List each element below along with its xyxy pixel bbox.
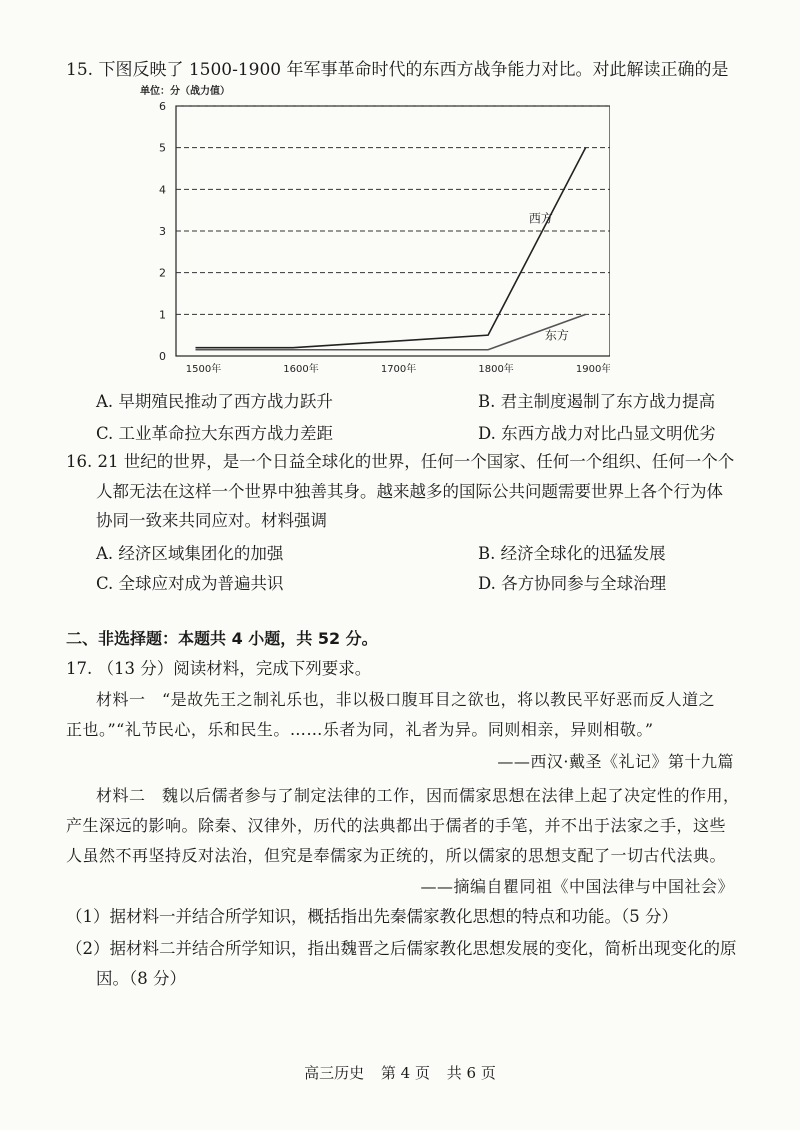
q17-material1-source: ——西汉·戴圣《礼记》第十九篇	[497, 752, 734, 771]
y-tick-label: 0	[159, 350, 166, 363]
line-chart	[140, 82, 610, 382]
series-label-west: 西方	[528, 211, 553, 226]
q16-stem-line-3: 协同一致来共同应对。材料强调	[96, 511, 327, 530]
q17-material2-line-2: 产生深远的影响。除秦、汉律外，历代的法典都出于儒者的手笔，并不出于法家之手，这些	[66, 816, 727, 835]
footer-total: 共 6 页	[446, 1064, 496, 1082]
q17-sub2-line-2: 因。（8 分）	[96, 969, 186, 988]
y-tick-label: 5	[159, 141, 166, 155]
q15-option-a: A. 早期殖民推动了西方战力跃升	[96, 392, 333, 411]
chart-unit-label: 单位：分（战力值）	[140, 86, 230, 97]
q16-option-c: C. 全球应对成为普遍共识	[96, 574, 284, 593]
footer-page: 第 4 页	[380, 1064, 430, 1082]
q17-material1-line-1: 材料一 “是故先王之制礼乐也，非以极口腹耳目之欲也，将以教民平好恶而反人道之	[96, 690, 716, 709]
x-tick-label: 1500年	[185, 364, 222, 375]
q17-material2-line-1: 材料二 魏以后儒者参与了制定法律的工作，因而儒家思想在法律上起了决定性的作用，	[96, 786, 740, 805]
y-tick-label: 6	[159, 100, 166, 113]
page-footer	[0, 1062, 800, 1083]
q17-sub2-line-1: （2）据材料二并结合所学知识，指出魏晋之后儒家教化思想发展的变化，简析出现变化的原	[66, 939, 737, 958]
y-tick-label: 3	[159, 225, 166, 238]
q16-option-a: A. 经济区域集团化的加强	[96, 544, 284, 563]
q16-option-b: B. 经济全球化的迅猛发展	[478, 544, 666, 563]
q17-material1-line-2: 正也。”“礼节民心，乐和民生。……乐者为同，礼者为异。同则相亲，异则相敬。”	[66, 720, 654, 739]
q17-material2-source: ——摘编自瞿同祖《中国法律与中国社会》	[420, 877, 734, 896]
q15-option-d: D. 东西方战力对比凸显文明优劣	[478, 424, 716, 443]
q16-stem-line-2: 人都无法在这样一个世界中独善其身。越来越多的国际公共问题需要世界上各个行为体	[96, 482, 723, 501]
q15-option-c: C. 工业革命拉大东西方战力差距	[96, 424, 334, 443]
q16-stem-line-1: 16. 21 世纪的世界，是一个日益全球化的世界，任何一个国家、任何一个组织、任何一个个	[66, 452, 735, 471]
x-tick-label: 1900年	[575, 364, 610, 375]
x-tick-label: 1800年	[478, 364, 514, 375]
series-line-east	[196, 314, 586, 349]
q15-option-b: B. 君主制度遏制了东方战力提高	[478, 392, 716, 411]
q16-option-d: D. 各方协同参与全球治理	[478, 574, 667, 593]
section-heading: 二、非选择题：本题共 4 小题，共 52 分。	[66, 629, 378, 648]
footer-subject: 高三历史	[304, 1064, 365, 1082]
y-tick-label: 4	[159, 183, 166, 197]
q17-sub1: （1）据材料一并结合所学知识，概括指出先秦儒家教化思想的特点和功能。（5 分）	[66, 907, 678, 926]
series-label-east: 东方	[544, 328, 569, 343]
x-tick-label: 1700年	[380, 364, 417, 375]
q15-chart	[140, 82, 610, 382]
x-tick-label: 1600年	[283, 364, 319, 375]
q17-material2-line-3: 人虽然不再坚持反对法治，但究是奉儒家为正统的，所以儒家的思想支配了一切古代法典。	[66, 846, 727, 865]
series-line-west	[196, 148, 586, 348]
q17-stem: 17. （13 分）阅读材料，完成下列要求。	[66, 659, 372, 678]
y-tick-label: 1	[159, 308, 166, 322]
y-tick-label: 2	[159, 266, 166, 280]
q15-stem: 15. 下图反映了 1500-1900 年军事革命时代的东西方战争能力对比。对此解读正确的是	[66, 60, 729, 80]
